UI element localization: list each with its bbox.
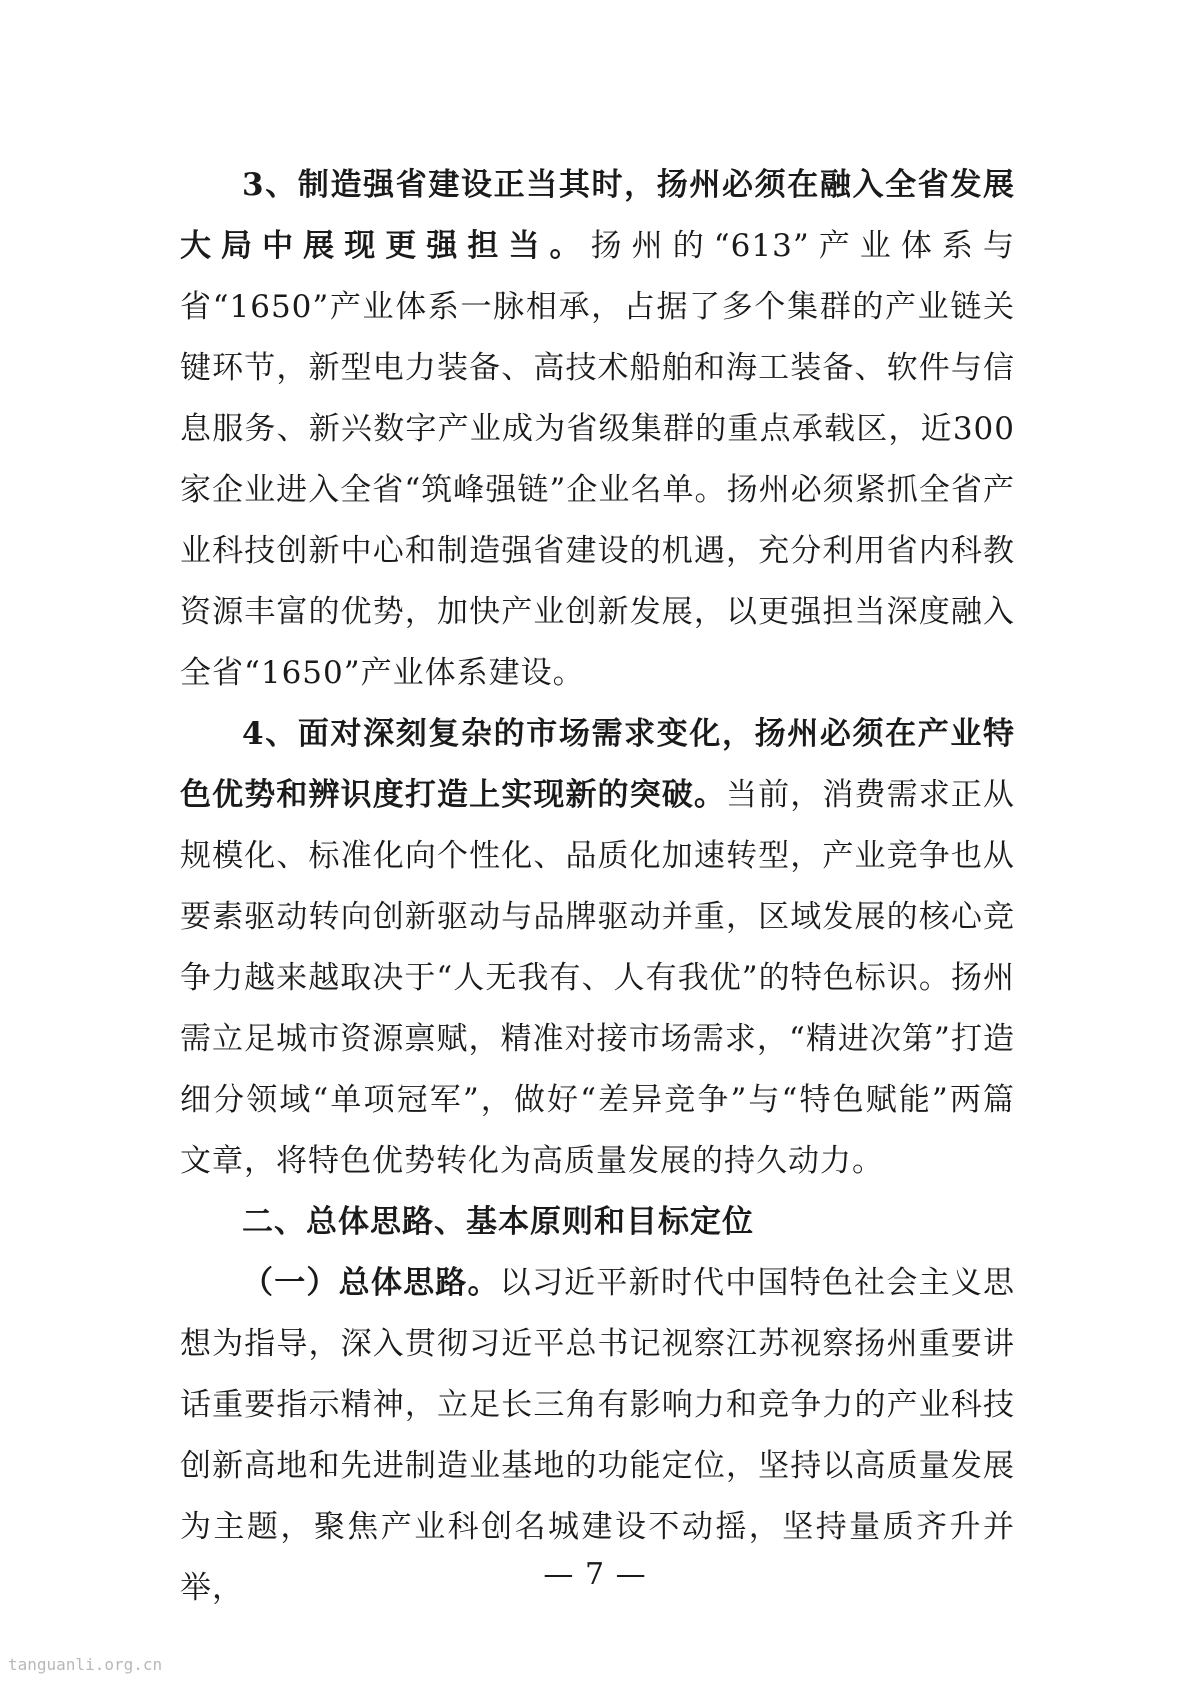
section-heading: 二、总体思路、基本原则和目标定位 (242, 1204, 754, 1240)
document-body (180, 155, 1015, 1619)
paragraph-3-body: 扬州的“613”产业体系与省“1650”产业体系一脉相承，占据了多个集群的产业链关键环节，新型电力装备、高技术船舶和海工装备、软件与信息服务、新兴数字产业成为省级集群的重点承载区，近300家企业进入全省“筑峰强链”企业名单。扬州必须紧抓全省产业科技创新中心和制造强省建设的机遇，充分利用省内科教资源丰富的优势，加快产业创新发展，以更强担当深度融入全省“1650”产业体系建设。 (180, 228, 1015, 691)
page-number: — 7 — (543, 1557, 647, 1592)
paragraph-overall-approach-body: 以习近平新时代中国特色社会主义思想为指导，深入贯彻习近平总书记视察江苏视察扬州重要讲话重要指示精神，立足长三角有影响力和竞争力的产业科技创新高地和先进制造业基地的功能定位，坚持以高质量发展为主题，聚焦产业科创名城建设不动摇，坚持量质齐升并举， (180, 1265, 1016, 1606)
paragraph-4-lead: 4、面对深刻复杂的市场需求变化，扬州必须在产业特色优势和辨识度打造上实现新的突破。 (180, 716, 1015, 813)
paragraph-3-lead: 3、制造强省建设正当其时，扬州必须在融入全省发展大局中展现更强担当。 (180, 167, 1015, 264)
paragraph-3 (180, 155, 1015, 704)
paragraph-4 (180, 704, 1015, 1192)
paragraph-4-body: 当前，消费需求正从规模化、标准化向个性化、品质化加速转型，产业竞争也从要素驱动转向创新驱动与品牌驱动并重，区域发展的核心竞争力越来越取决于“人无我有、人有我优”的特色标识。扬州需立足城市资源禀赋，精准对接市场需求，“精进次第”打造细分领域“单项冠军”，做好“差异竞争”与“特色赋能”两篇文章，将特色优势转化为高质量发展的持久动力。 (180, 777, 1016, 1179)
watermark: tanguanli.org.cn (8, 1655, 163, 1674)
paragraph-overall-approach-lead: （一）总体思路。 (242, 1265, 500, 1301)
